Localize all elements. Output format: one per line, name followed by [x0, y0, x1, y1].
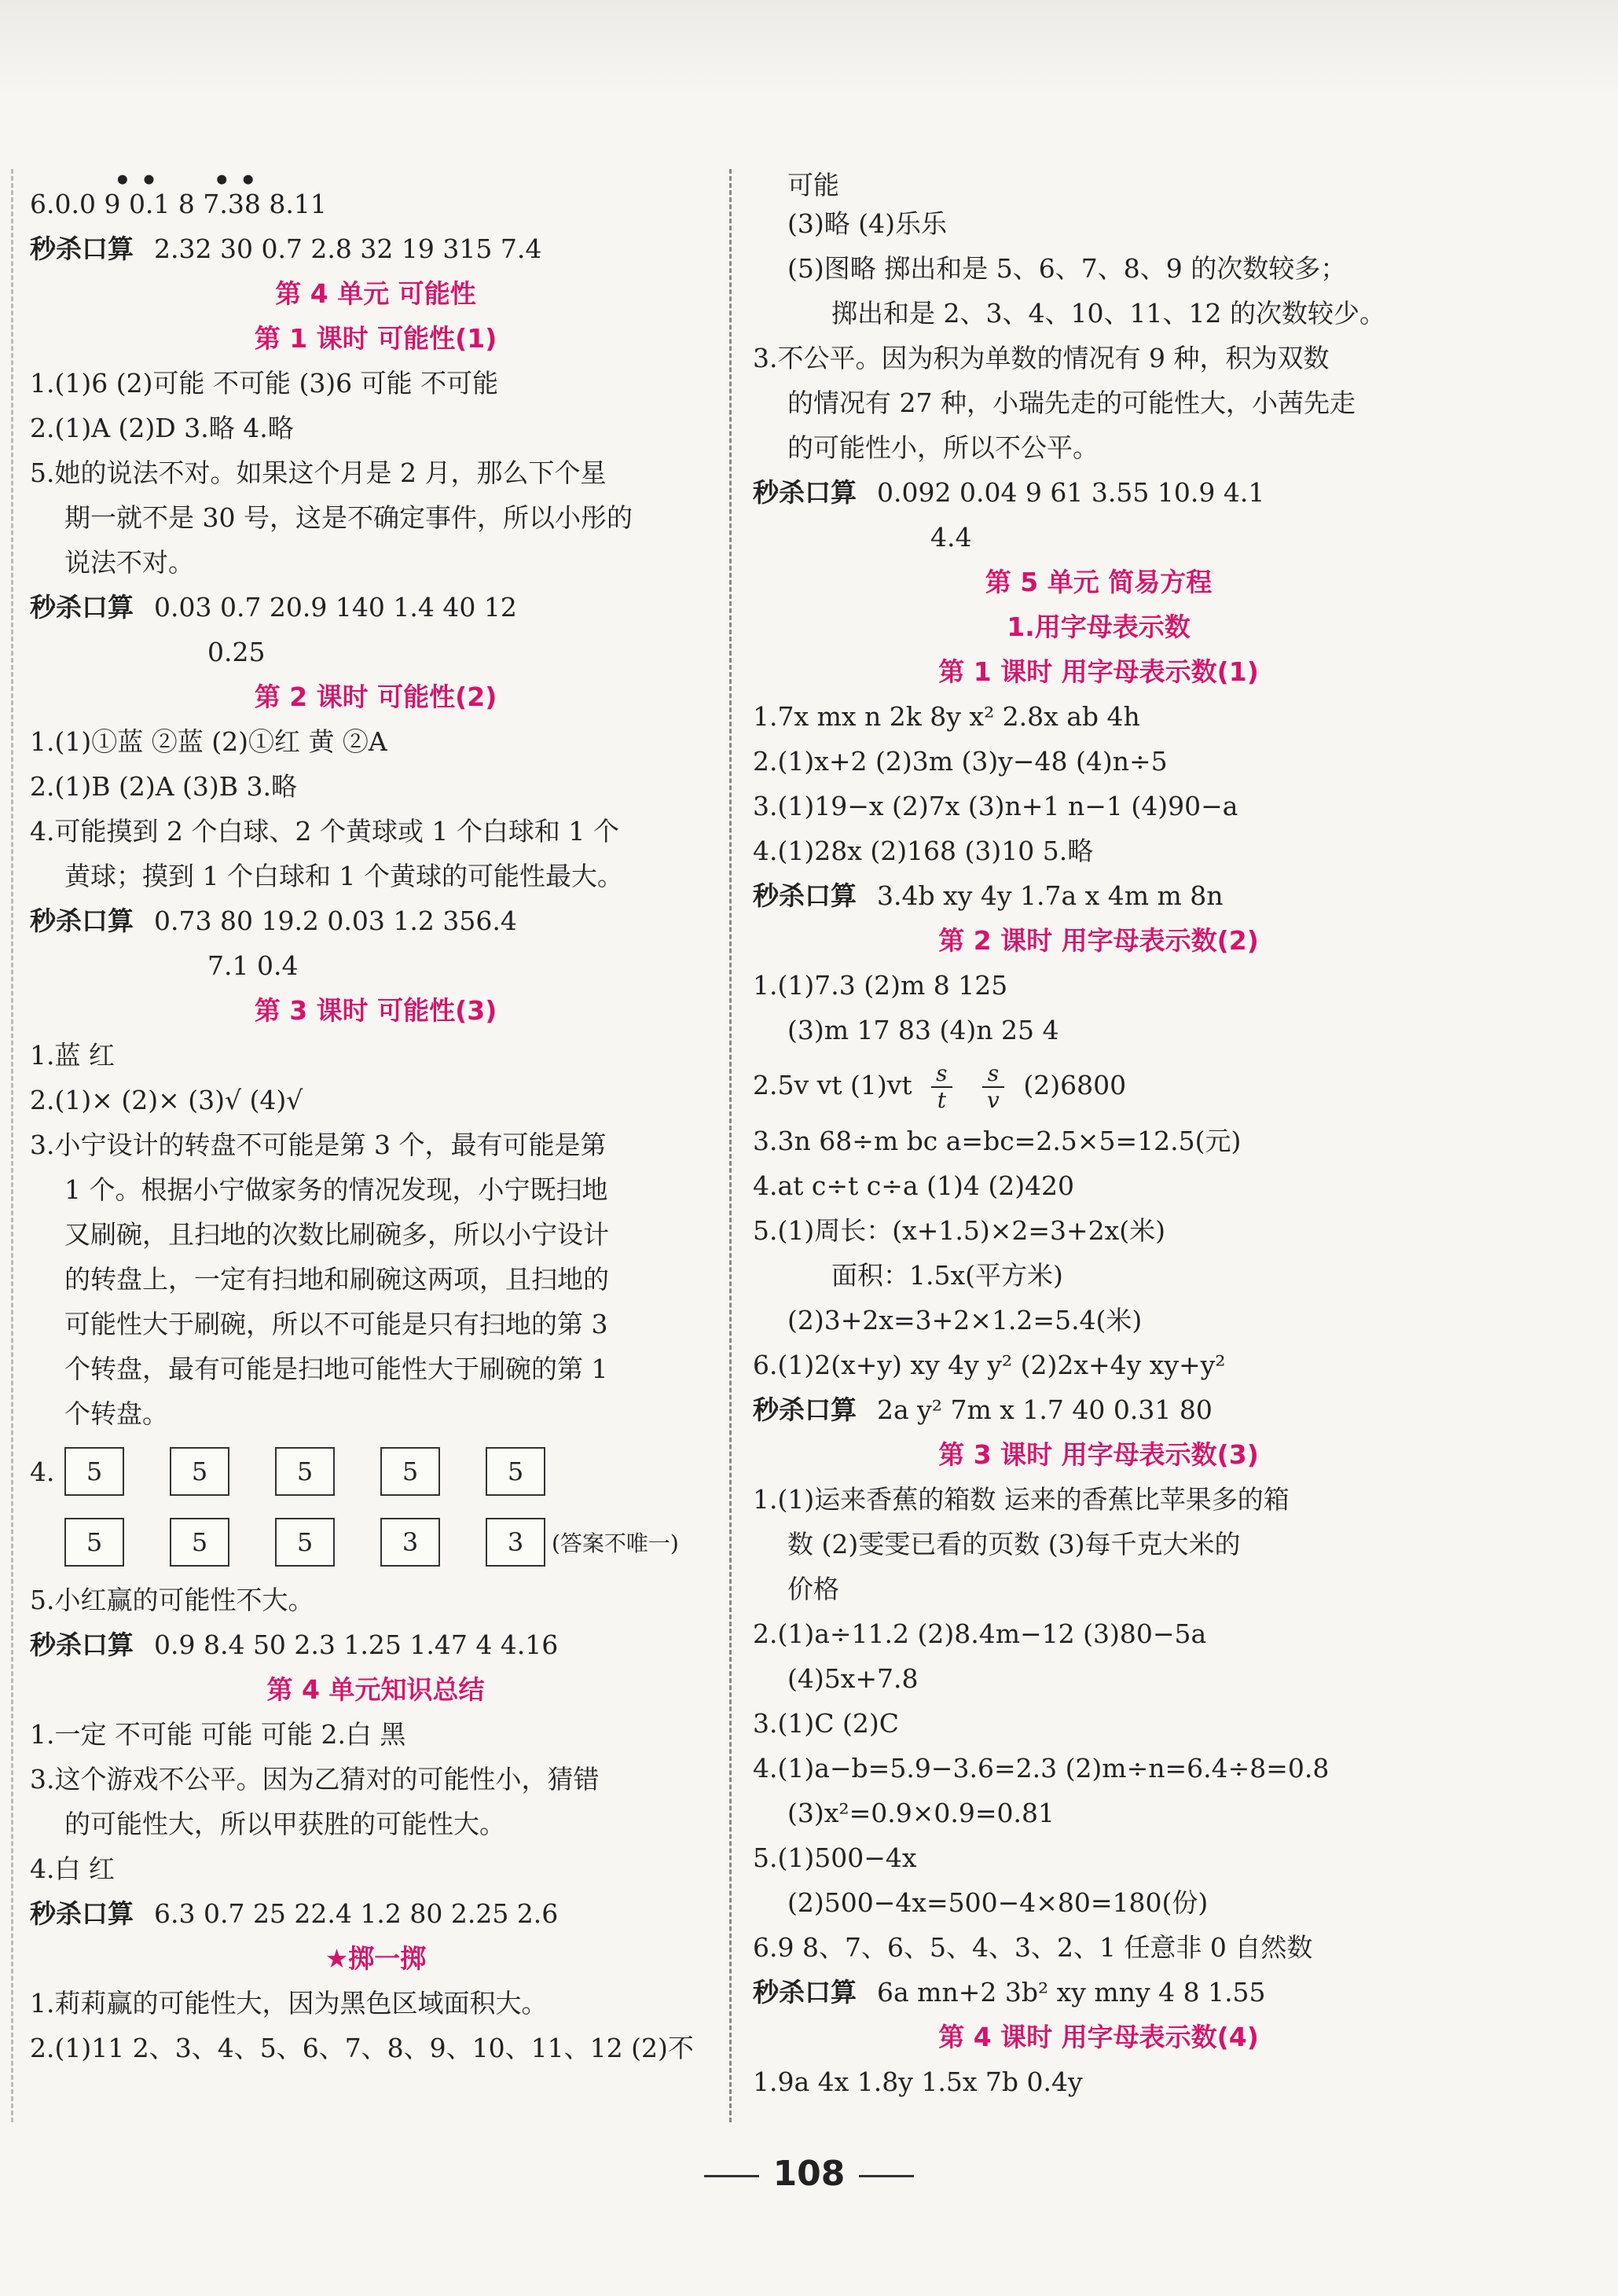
- mental-math-continuation: 0.25: [207, 637, 266, 667]
- denominator: t: [937, 1087, 946, 1113]
- fraction: [931, 1061, 952, 1113]
- number-box: 3: [380, 1518, 440, 1567]
- number-box: 5: [170, 1447, 229, 1496]
- right-column: [753, 169, 1444, 2104]
- answer-line: 3.(1)19−x (2)7x (3)n+1 n−1 (4)90−a: [753, 791, 1238, 821]
- mental-math-answers: 2.32 30 0.7 2.8 32 19 315 7.4: [154, 233, 542, 264]
- answer-line: 2.(1)a÷11.2 (2)8.4m−12 (3)80−5a: [753, 1618, 1207, 1649]
- answer-line: 3.小宁设计的转盘不可能是第 3 个，最有可能是第: [30, 1130, 607, 1160]
- answer-line: 4.(1)28x (2)168 (3)10 5.略: [753, 836, 1094, 866]
- number-box: 5: [275, 1518, 335, 1567]
- answer-line: 6.9 8、7、6、5、4、3、2、1 任意非 0 自然数: [753, 1932, 1313, 1963]
- answer-line: 1.(1)①蓝 ②蓝 (2)①红 黄 ②A: [30, 726, 387, 757]
- number-box: 5: [64, 1518, 124, 1567]
- mental-math-continuation: 4.4: [930, 522, 972, 553]
- answer-line: 期一就不是 30 号，这是不确定事件，所以小彤的: [64, 502, 633, 533]
- answer-line: (3)略 (4)乐乐: [787, 208, 947, 239]
- top-margin: [0, 0, 1618, 94]
- answer-line: 的转盘上，一定有扫地和刷碗这两项，且扫地的: [64, 1264, 609, 1295]
- number-box: 3: [486, 1518, 545, 1567]
- answer-line: 4.at c÷t c÷a (1)4 (2)420: [753, 1170, 1075, 1201]
- answer-line: 的可能性大，所以甲获胜的可能性大。: [64, 1809, 505, 1839]
- answer-line: 2.(1)× (2)× (3)√ (4)√: [30, 1085, 303, 1115]
- column-divider: [729, 169, 732, 2122]
- binding-margin-line: [11, 169, 13, 2122]
- answer-line: (2)3+2x=3+2×1.2=5.4(米): [787, 1305, 1143, 1335]
- mental-math-label: 秒杀口算: [30, 906, 134, 936]
- answer-line: 2.(1)11 2、3、4、5、6、7、8、9、10、11、12 (2)不: [30, 2033, 694, 2063]
- answer-line: 6.(1)2(x+y) xy 4y y² (2)2x+4y xy+y²: [753, 1350, 1226, 1380]
- mental-math-continuation: 7.1 0.4: [207, 950, 299, 981]
- denominator: v: [987, 1087, 1000, 1113]
- answer-line: 3.(1)C (2)C: [753, 1708, 899, 1739]
- mental-math-line: [753, 873, 1444, 918]
- question-number: 4.: [30, 1456, 55, 1487]
- unit-title: 第 4 单元 可能性: [275, 278, 476, 309]
- footer-dash-right: [859, 2175, 914, 2177]
- answer-line: 5.(1)周长：(x+1.5)×2=3+2x(米): [753, 1215, 1166, 1246]
- answer-line: 1.(1)7.3 (2)m 8 125: [753, 970, 1008, 1001]
- answer-line: 3.这个游戏不公平。因为乙猜对的可能性小，猜错: [30, 1764, 600, 1795]
- answer-line: 3.不公平。因为积为单数的情况有 9 种，积为双数: [753, 343, 1330, 373]
- answer-line: 数 (2)雯雯已看的页数 (3)每千克大米的: [787, 1529, 1241, 1559]
- mental-math-line: [30, 585, 721, 630]
- mental-math-label: 秒杀口算: [753, 477, 857, 508]
- answer-line: 1.莉莉赢的可能性大，因为黑色区域面积大。: [30, 1988, 548, 2019]
- repeating-decimal-dots: • • • •: [114, 165, 257, 197]
- numerator: s: [982, 1061, 1004, 1088]
- answer-line: 面积：1.5x(平方米): [831, 1260, 1063, 1291]
- mental-math-label: 秒杀口算: [30, 1898, 134, 1929]
- mental-math-answers: 0.092 0.04 9 61 3.55 10.9 4.1: [877, 477, 1265, 508]
- answer-line: 的可能性小，所以不公平。: [787, 432, 1099, 463]
- lesson-title: 第 1 课时 可能性(1): [254, 323, 497, 354]
- answer-line: 个转盘。: [64, 1398, 168, 1429]
- mental-math-answers: 6a mn+2 3b² xy mny 4 8 1.55: [877, 1977, 1266, 2008]
- answer-note: (答案不唯一): [552, 1530, 679, 1556]
- answer-line: 1.(1)6 (2)可能 不可能 (3)6 可能 不可能: [30, 368, 499, 399]
- answer-line: (3)m 17 83 (4)n 25 4: [787, 1015, 1059, 1045]
- unit-title: 第 5 单元 简易方程: [985, 567, 1213, 597]
- answer-line-with-fractions: [753, 1052, 1444, 1119]
- number-box: 5: [380, 1447, 440, 1496]
- mental-math-answers: 0.9 8.4 50 2.3 1.25 1.47 4 4.16: [154, 1629, 559, 1660]
- answer-line: 可能: [787, 170, 839, 200]
- page-number: 108: [772, 2154, 846, 2194]
- mental-math-answers: 2a y² 7m x 1.7 40 0.31 80: [877, 1394, 1213, 1425]
- answer-text: 2.5v vt (1)vt: [753, 1070, 912, 1100]
- answer-line: (2)500−4x=500−4×80=180(份): [787, 1887, 1209, 1918]
- number-box: 5: [170, 1518, 229, 1567]
- lesson-title: 第 3 课时 可能性(3): [254, 995, 497, 1026]
- number-box: 5: [275, 1447, 335, 1496]
- answer-line: 个转盘，最有可能是扫地可能性大于刷碗的第 1: [64, 1354, 608, 1384]
- answer-line: 2.(1)x+2 (2)3m (3)y−48 (4)n÷5: [753, 746, 1168, 777]
- mental-math-line: [753, 1970, 1444, 2015]
- mental-math-line: [30, 1891, 721, 1936]
- answer-line: 6.0.0 9 0.1 8 7.38 8.11: [30, 189, 327, 219]
- lesson-title: 第 4 课时 用字母表示数(4): [938, 2022, 1259, 2052]
- answer-line: (4)5x+7.8: [787, 1663, 919, 1694]
- mental-math-answers: 0.73 80 19.2 0.03 1.2 356.4: [154, 906, 517, 936]
- mental-math-label: 秒杀口算: [753, 880, 857, 911]
- fraction: [982, 1061, 1004, 1113]
- mental-math-line: [30, 898, 721, 943]
- answer-line: 1.(1)运来香蕉的箱数 运来的香蕉比苹果多的箱: [753, 1484, 1290, 1515]
- answer-line: 5.(1)500−4x: [753, 1842, 917, 1873]
- mental-math-answers: 3.4b xy 4y 1.7a x 4m m 8n: [877, 880, 1224, 911]
- answer-line: 1.一定 不可能 可能 可能 2.白 黑: [30, 1719, 406, 1750]
- mental-math-line: [30, 226, 721, 271]
- answer-line: 1 个。根据小宁做家务的情况发现，小宁既扫地: [64, 1174, 608, 1205]
- answer-line: 4.白 红: [30, 1853, 115, 1884]
- mental-math-label: 秒杀口算: [753, 1394, 857, 1425]
- answer-line: 的情况有 27 种，小瑞先走的可能性大，小茜先走: [787, 388, 1356, 418]
- page-number-footer: [0, 2154, 1618, 2194]
- answer-line: (5)图略 掷出和是 5、6、7、8、9 的次数较多；: [787, 253, 1347, 284]
- lesson-title: 第 3 课时 用字母表示数(3): [938, 1439, 1259, 1470]
- section-title: 1.用字母表示数: [1007, 612, 1191, 642]
- answer-line: 1.蓝 红: [30, 1040, 115, 1071]
- answer-line: 说法不对。: [64, 547, 194, 578]
- answer-line: 掷出和是 2、3、4、10、11、12 的次数较少。: [831, 298, 1385, 329]
- mental-math-label: 秒杀口算: [30, 592, 134, 623]
- lesson-title: 第 2 课时 可能性(2): [254, 681, 497, 712]
- answer-line: 1.9a 4x 1.8y 1.5x 7b 0.4y: [753, 2066, 1083, 2097]
- answer-text: (2)6800: [1023, 1070, 1127, 1100]
- number-box: 5: [486, 1447, 545, 1496]
- answer-line: 5.小红赢的可能性不大。: [30, 1585, 314, 1615]
- mental-math-label: 秒杀口算: [753, 1977, 857, 2008]
- activity-title: ★掷一掷: [325, 1943, 427, 1974]
- answer-line: 1.7x mx n 2k 8y x² 2.8x ab 4h: [753, 701, 1140, 732]
- mental-math-answers: 0.03 0.7 20.9 140 1.4 40 12: [154, 592, 517, 623]
- footer-dash-left: [704, 2175, 759, 2177]
- answer-line: (3)x²=0.9×0.9=0.81: [787, 1798, 1055, 1828]
- mental-math-line: [753, 1387, 1444, 1432]
- summary-title: 第 4 单元知识总结: [266, 1674, 485, 1705]
- answer-line: 2.(1)B (2)A (3)B 3.略: [30, 771, 298, 802]
- lesson-title: 第 2 课时 用字母表示数(2): [938, 925, 1259, 956]
- answer-line: 可能性大于刷碗，所以不可能是只有扫地的第 3: [64, 1309, 608, 1339]
- answer-line: 黄球；摸到 1 个白球和 1 个黄球的可能性最大。: [64, 861, 623, 891]
- answer-line: 价格: [787, 1574, 839, 1604]
- left-column: [30, 165, 721, 2070]
- numerator: s: [931, 1061, 952, 1088]
- answer-line: 2.(1)A (2)D 3.略 4.略: [30, 413, 294, 443]
- answer-line: 又刷碗，且扫地的次数比刷碗多，所以小宁设计: [64, 1219, 609, 1250]
- number-box: 5: [64, 1447, 124, 1496]
- mental-math-line: [30, 1622, 721, 1667]
- mental-math-label: 秒杀口算: [30, 1629, 134, 1660]
- answer-line: 3.3n 68÷m bc a=bc=2.5×5=12.5(元): [753, 1126, 1242, 1156]
- answer-line: 4.(1)a−b=5.9−3.6=2.3 (2)m÷n=6.4÷8=0.8: [753, 1753, 1330, 1784]
- spinner-box-row: [30, 1436, 721, 1507]
- mental-math-answers: 6.3 0.7 25 22.4 1.2 80 2.25 2.6: [154, 1898, 559, 1929]
- spinner-box-row: [30, 1507, 721, 1578]
- answer-line: 4.可能摸到 2 个白球、2 个黄球或 1 个白球和 1 个: [30, 816, 619, 847]
- answer-line: 5.她的说法不对。如果这个月是 2 月，那么下个星: [30, 457, 607, 488]
- mental-math-line: [753, 470, 1444, 515]
- lesson-title: 第 1 课时 用字母表示数(1): [938, 656, 1259, 687]
- mental-math-label: 秒杀口算: [30, 233, 134, 264]
